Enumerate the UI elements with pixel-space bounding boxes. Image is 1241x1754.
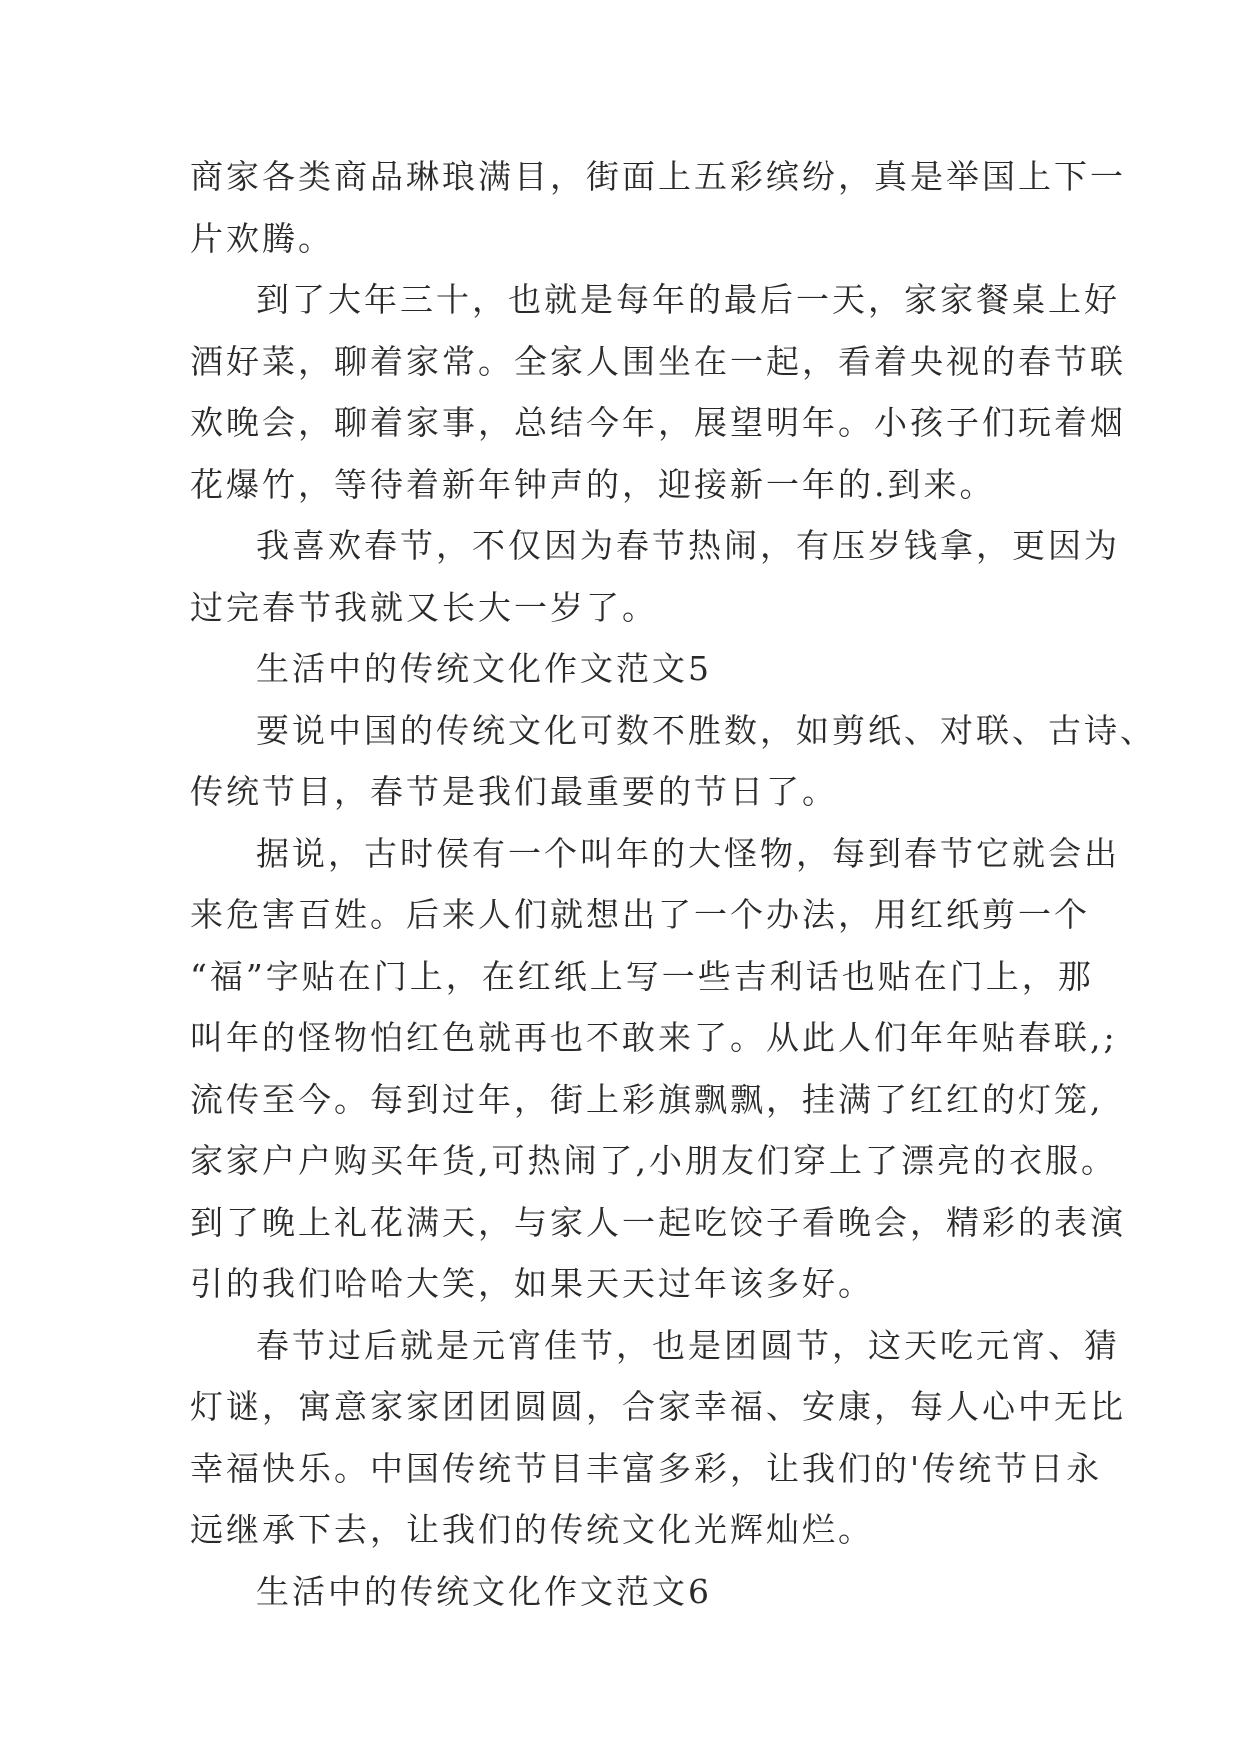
text-line: “福”字贴在门上，在红纸上写一些吉利话也贴在门上，那 <box>190 956 1094 996</box>
paragraph-start-line: 据说，古时侯有一个叫年的大怪物，每到春节它就会出 <box>256 833 1120 873</box>
section-heading: 生活中的传统文化作文范文6 <box>256 1571 712 1611</box>
text-line: 远继承下去，让我们的传统文化光辉灿烂。 <box>190 1510 874 1549</box>
text-line: 家家户户购买年货,可热闹了,小朋友们穿上了漂亮的衣服。 <box>190 1141 1117 1180</box>
text-line: 花爆竹，等待着新年钟声的，迎接新一年的.到来。 <box>190 464 996 504</box>
text-line: 欢晚会，聊着家事，总结今年，展望明年。小孩子们玩着烟 <box>190 403 1126 442</box>
text-line: 幸福快乐。中国传统节目丰富多彩，让我们的'传统节日永 <box>190 1448 1103 1488</box>
text-line: 引的我们哈哈大笑，如果天天过年该多好。 <box>190 1264 874 1303</box>
text-line: 叫年的怪物怕红色就再也不敢来了。从此人们年年贴春联,; <box>190 1018 1118 1057</box>
paragraph-start-line: 到了大年三十，也就是每年的最后一天，家家餐桌上好 <box>256 280 1120 319</box>
paragraph-start-line: 春节过后就是元宵佳节，也是团圆节，这天吃元宵、猜 <box>256 1325 1120 1365</box>
text-line: 酒好菜，聊着家常。全家人围坐在一起，看着央视的春节联 <box>190 341 1126 381</box>
text-line: 流传至今。每到过年，街上彩旗飘飘，挂满了红红的灯笼, <box>190 1079 1104 1119</box>
text-line: 到了晚上礼花满天，与家人一起吃饺子看晚会，精彩的表演 <box>190 1202 1126 1242</box>
text-line: 过完春节我就又长大一岁了。 <box>190 587 658 627</box>
text-line: 商家各类商品琳琅满目，街面上五彩缤纷，真是举国上下一 <box>190 157 1126 196</box>
text-line: 来危害百姓。后来人们就想出了一个办法，用红纸剪一个 <box>190 895 1090 934</box>
text-line: 传统节目，春节是我们最重要的节日了。 <box>190 772 838 811</box>
document-body <box>190 146 1156 1622</box>
paragraph-start-line: 我喜欢春节，不仅因为春节热闹，有压岁钱拿，更因为 <box>256 526 1120 565</box>
paragraph-start-line: 要说中国的传统文化可数不胜数，如剪纸、对联、古诗、 <box>256 710 1156 750</box>
section-heading: 生活中的传统文化作文范文5 <box>256 649 712 688</box>
text-line: 灯谜，寓意家家团团圆圆，合家幸福、安康，每人心中无比 <box>190 1387 1126 1426</box>
text-line: 片欢腾。 <box>190 218 334 258</box>
